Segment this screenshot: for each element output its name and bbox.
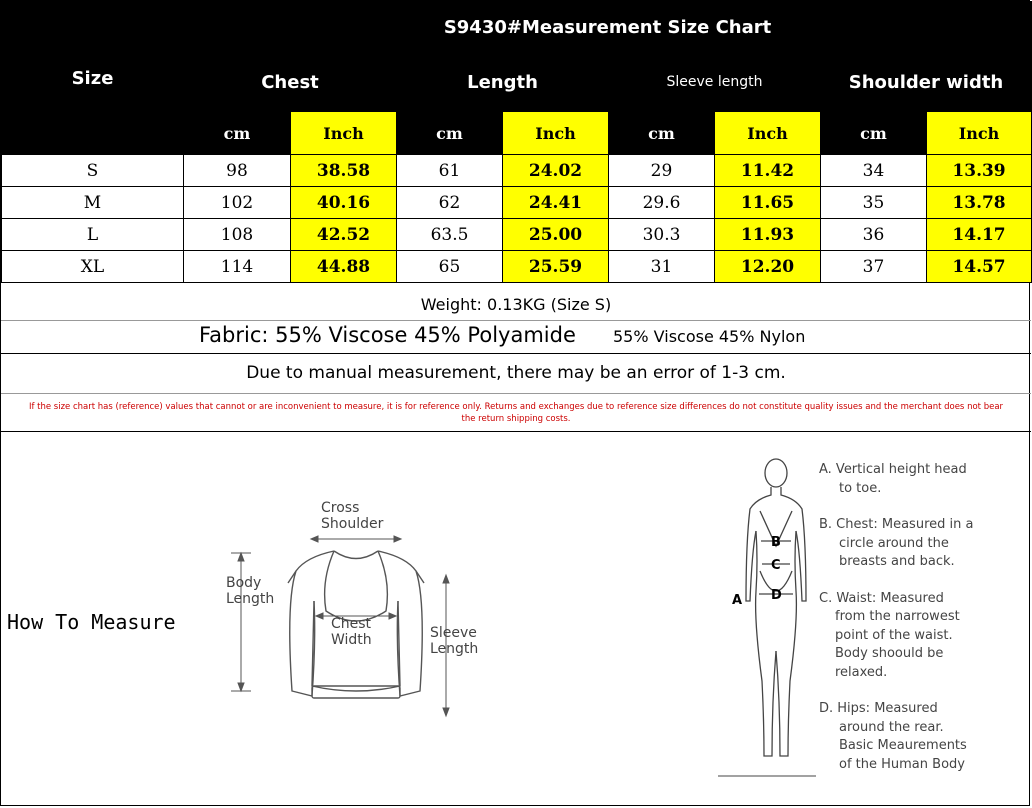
note-line: around the rear. [839, 719, 944, 735]
chest-width-label-2: Width [331, 632, 372, 648]
unit-cm: cm [821, 112, 927, 155]
group-shoulder-width: Shoulder width [821, 53, 1032, 112]
fabric-main: Fabric: 55% Viscose 45% Polyamide [199, 323, 576, 347]
value-cell: 102 [184, 187, 291, 219]
unit-inch: Inch [927, 112, 1032, 155]
value-cell: 14.17 [927, 219, 1032, 251]
value-cell: 29.6 [609, 187, 715, 219]
size-header: Size [2, 2, 184, 155]
value-cell: 38.58 [291, 155, 397, 187]
size-cell: XL [2, 251, 184, 283]
body-letter-a: A [732, 593, 743, 608]
value-cell: 30.3 [609, 219, 715, 251]
value-cell: 11.93 [715, 219, 821, 251]
body-letter-d: D [771, 588, 782, 603]
value-cell: 44.88 [291, 251, 397, 283]
fabric-row [1, 321, 1031, 353]
note-line: circle around the [839, 535, 949, 551]
value-cell: 65 [397, 251, 503, 283]
note-a [819, 461, 1024, 498]
note-line: breasts and back. [839, 554, 955, 569]
value-cell: 13.78 [927, 187, 1032, 219]
note-line: to toe. [839, 480, 882, 496]
divider [1, 431, 1031, 432]
cross-shoulder-label-2: Shoulder [321, 516, 384, 532]
note-line: C. Waist: Measured [819, 590, 944, 606]
value-cell: 35 [821, 187, 927, 219]
size-cell: L [2, 219, 184, 251]
value-cell: 98 [184, 155, 291, 187]
table-row [2, 251, 1032, 283]
table-row [2, 187, 1032, 219]
value-cell: 29 [609, 155, 715, 187]
note-line: from the narrowest [835, 609, 960, 624]
value-cell: 25.00 [503, 219, 609, 251]
value-cell: 13.39 [927, 155, 1032, 187]
sweater-diagram [216, 491, 496, 731]
disclaimer [1, 401, 1031, 425]
disclaimer-line: If the size chart has (reference) values that cannot or are inconvenient to measure, it is for reference only. Returns and exchanges due to reference size differences do not constitute quality issues and the merchant does not bear [28, 402, 1004, 412]
table-row [2, 219, 1032, 251]
value-cell: 31 [609, 251, 715, 283]
value-cell: 24.41 [503, 187, 609, 219]
value-cell: 63.5 [397, 219, 503, 251]
unit-inch: Inch [291, 112, 397, 155]
value-cell: 34 [821, 155, 927, 187]
value-cell: 40.16 [291, 187, 397, 219]
cross-shoulder-label-1: Cross [321, 500, 360, 516]
note-d [819, 700, 1024, 774]
unit-cm: cm [184, 112, 291, 155]
sleeve-length-label-1: Sleeve [430, 625, 477, 641]
sleeve-length-label-2: Length [430, 641, 479, 657]
chest-width-label-1: Chest [331, 616, 372, 632]
group-chest: Chest [184, 53, 397, 112]
note-line: B. Chest: Measured in a [819, 517, 974, 532]
divider [1, 353, 1031, 354]
error-note: Due to manual measurement, there may be an error of 1-3 cm. [246, 363, 786, 383]
disclaimer-line: the return shipping costs. [461, 414, 571, 424]
value-cell: 14.57 [927, 251, 1032, 283]
value-cell: 25.59 [503, 251, 609, 283]
note-line: A. Vertical height head [819, 462, 967, 477]
body-length-label-2: Length [226, 591, 275, 607]
note-line: point of the waist. [835, 627, 953, 643]
weight-text: Weight: 0.13KG (Size S) [420, 295, 612, 314]
unit-inch: Inch [715, 112, 821, 155]
value-cell: 61 [397, 155, 503, 187]
body-letter-b: B [771, 535, 781, 550]
table-title: S9430#Measurement Size Chart [184, 2, 1032, 53]
value-cell: 108 [184, 219, 291, 251]
unit-cm: cm [609, 112, 715, 155]
value-cell: 37 [821, 251, 927, 283]
unit-cm: cm [397, 112, 503, 155]
body-measure-notes [819, 461, 1024, 774]
value-cell: 11.42 [715, 155, 821, 187]
group-sleeve-length: Sleeve length [609, 53, 821, 112]
body-diagram [716, 451, 816, 781]
note-c [819, 590, 1024, 683]
value-cell: 114 [184, 251, 291, 283]
body-length-label-1: Body [226, 575, 262, 591]
fabric-alt: 55% Viscose 45% Nylon [613, 327, 806, 346]
value-cell: 12.20 [715, 251, 821, 283]
divider [1, 393, 1031, 394]
note-b [819, 516, 1024, 572]
value-cell: 11.65 [715, 187, 821, 219]
note-line: Basic Meaurements [839, 738, 967, 753]
size-cell: S [2, 155, 184, 187]
unit-inch: Inch [503, 112, 609, 155]
size-cell: M [2, 187, 184, 219]
group-length: Length [397, 53, 609, 112]
value-cell: 62 [397, 187, 503, 219]
note-line: D. Hips: Measured [819, 701, 938, 716]
note-line: relaxed. [835, 664, 888, 680]
value-cell: 36 [821, 219, 927, 251]
value-cell: 42.52 [291, 219, 397, 251]
table-row [2, 155, 1032, 187]
note-line: Body shoould be [835, 646, 944, 661]
body-letter-c: C [771, 558, 781, 573]
value-cell: 24.02 [503, 155, 609, 187]
note-line: of the Human Body [839, 756, 965, 772]
size-table [1, 1, 1032, 283]
how-to-measure-label: How To Measure [7, 610, 176, 634]
